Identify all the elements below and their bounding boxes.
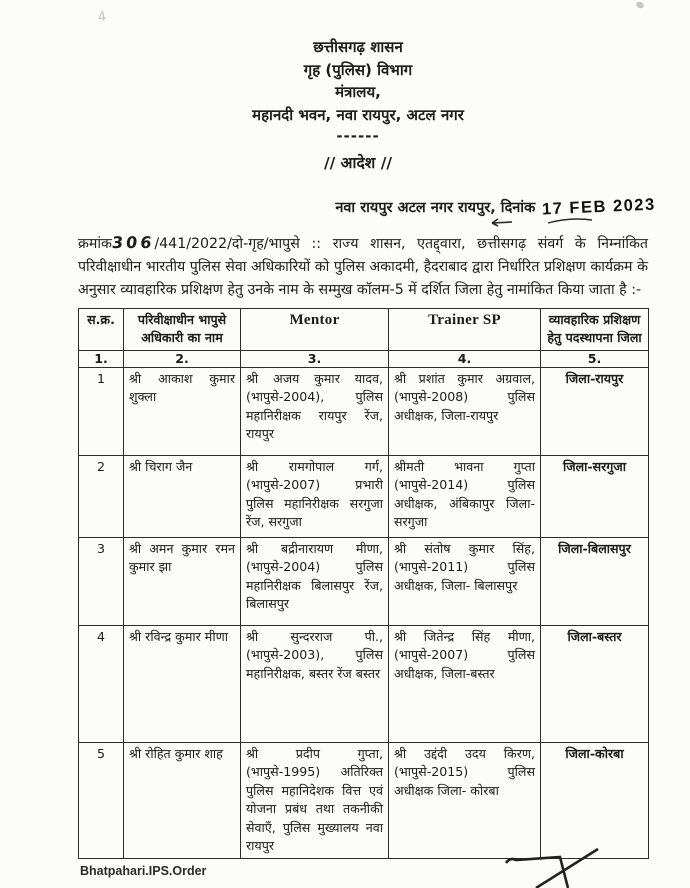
cell-officer-name: श्री रोहित कुमार शाह (124, 742, 241, 858)
cell-mentor: श्री रामगोपाल गर्ग, (भापुसे-2007) प्रभारी पुलिस महानिरीक्षक सरगुजा रेंज, सरगुजा (241, 455, 389, 537)
posting-table-body (79, 367, 649, 858)
cell-mentor: श्री प्रदीप गुप्ता,(भापुसे-1995) अतिरिक्त पुलिस महानिदेशक वित्त एवं योजना प्रबंध तथा तकनीकी सेवाएँ, पुलिस मुख्यालय नवा रायपुर (241, 742, 389, 858)
header-mentor: Mentor (241, 308, 389, 350)
cell-serial-number: 3 (79, 537, 124, 625)
order-number-handwritten: 306 (110, 232, 156, 252)
handwritten-signature-mark (502, 845, 612, 888)
header-row (79, 308, 649, 350)
header-officer-name: परिवीक्षाधीन भापुसे अधिकारी का नाम (124, 308, 241, 350)
address-line: महानदी भवन, नवा रायपुर, अटल नगर (252, 105, 464, 124)
header-posting-district: व्यावहारिक प्रशिक्षण हेतु पदस्थापना जिला (541, 308, 649, 350)
table-row (79, 537, 649, 625)
order-heading: // आदेश // (323, 154, 393, 172)
handwritten-underline-arrow (490, 213, 594, 232)
cell-trainer-sp: श्री प्रशांत कुमार अग्रवाल, (भापुसे-2008) पुलिस अधीक्षक, जिला-रायपुर (389, 367, 541, 455)
column-number-3: 3. (241, 350, 389, 367)
footer-file-reference: Bhatpahari.IPS.Order (80, 863, 207, 878)
cell-officer-name: श्री अमन कुमार रमन कुमार झा (124, 537, 241, 625)
cell-serial-number: 2 (79, 455, 124, 537)
cell-mentor: श्री बद्रीनारायण मीणा, (भापुसे-2004) पुलिस महानिरीक्षक बिलासपुर रेंज, बिलासपुर (241, 537, 389, 625)
cell-posting-district: जिला-सरगुजा (541, 455, 649, 537)
column-number-5: 5. (541, 350, 649, 367)
order-number-label: क्रमांक (78, 235, 112, 252)
order-number-reference: /441/2022/दो-गृह/भापुसे :: (154, 235, 322, 252)
column-number-row (79, 350, 649, 367)
cell-posting-district: जिला-कोरबा (541, 742, 649, 858)
order-body-text: राज्य शासन, एतद्द्वारा, छत्तीसगढ़ संवर्ग के निम्नांकित परिवीक्षाधीन भारतीय पुलिस सेवा अधिकारियों को पुलिस अकादमी, हैदराबाद द्वारा निर्धारित प्रशिक्षण कार्यक्रम के अनुसार व्यावहारिक प्रशिक्षण हेतु उनके नाम के सम्मुख कॉलम-5 में दर्शित जिला हेतु नामांकित किया जाता है :- (78, 235, 648, 298)
date-stamp: 17 FEB 2023 (541, 195, 657, 218)
column-number-4: 4. (389, 350, 541, 367)
cell-officer-name: श्री चिराग जैन (124, 455, 241, 537)
cell-officer-name: श्री आकाश कुमार शुक्ला (124, 367, 241, 455)
cell-posting-district: जिला-बस्तर (541, 625, 649, 742)
table-row (79, 455, 649, 537)
cell-posting-district: जिला-रायपुर (541, 367, 649, 455)
dateline-place: नवा रायपुर अटल नगर रायपुर, दिनांक (335, 199, 536, 216)
cell-serial-number: 1 (79, 367, 124, 455)
document-header (0, 0, 690, 175)
posting-table (78, 308, 649, 859)
cell-trainer-sp: श्रीमती भावना गुप्ता (भापुसे-2014) पुलिस अधीक्षक, अंबिकापुर जिला-सरगुजा (389, 455, 541, 537)
header-trainer-sp: Trainer SP (389, 308, 541, 350)
posting-table-head (79, 308, 649, 367)
table-row (79, 367, 649, 455)
cell-officer-name: श्री रविन्द्र कुमार मीणा (124, 625, 241, 742)
cell-posting-district: जिला-बिलासपुर (541, 537, 649, 625)
header-serial: स.क्र. (79, 308, 124, 350)
divider-dashes: ------ (336, 127, 380, 145)
department-name: गृह (पुलिस) विभाग (303, 60, 413, 79)
cell-serial-number: 4 (79, 625, 124, 742)
table-row (79, 625, 649, 742)
ministry-line: मंत्रालय, (335, 83, 381, 101)
table-row (79, 742, 649, 858)
cell-mentor: श्री अजय कुमार यादव, (भापुसे-2004), पुलिस महानिरीक्षक रायपुर रेंज, रायपुर (241, 367, 389, 455)
column-number-1: 1. (79, 350, 124, 367)
cell-trainer-sp: श्री जितेन्द्र सिंह मीणा, (भापुसे-2007) पुलिस अधीक्षक, जिला-बस्तर (389, 625, 541, 742)
cell-serial-number: 5 (79, 742, 124, 858)
page-corner-pencil-mark: 4 (96, 9, 108, 26)
cell-trainer-sp: श्री संतोष कुमार सिंह, (भापुसे-2011) पुलिस अधीक्षक, जिला- बिलासपुर (389, 537, 541, 625)
column-number-2: 2. (124, 350, 241, 367)
cell-trainer-sp: श्री उद्दंदी उदय किरण, (भापुसे-2015) पुलिस अधीक्षक जिला- कोरबा (389, 742, 541, 858)
government-name: छत्तीसगढ़ शासन (313, 38, 403, 56)
order-paragraph (78, 231, 648, 302)
cell-mentor: श्री सुन्दरराज पी., (भापुसे-2003), पुलिस महानिरीक्षक, बस्तर रेंज बस्तर (241, 625, 389, 742)
